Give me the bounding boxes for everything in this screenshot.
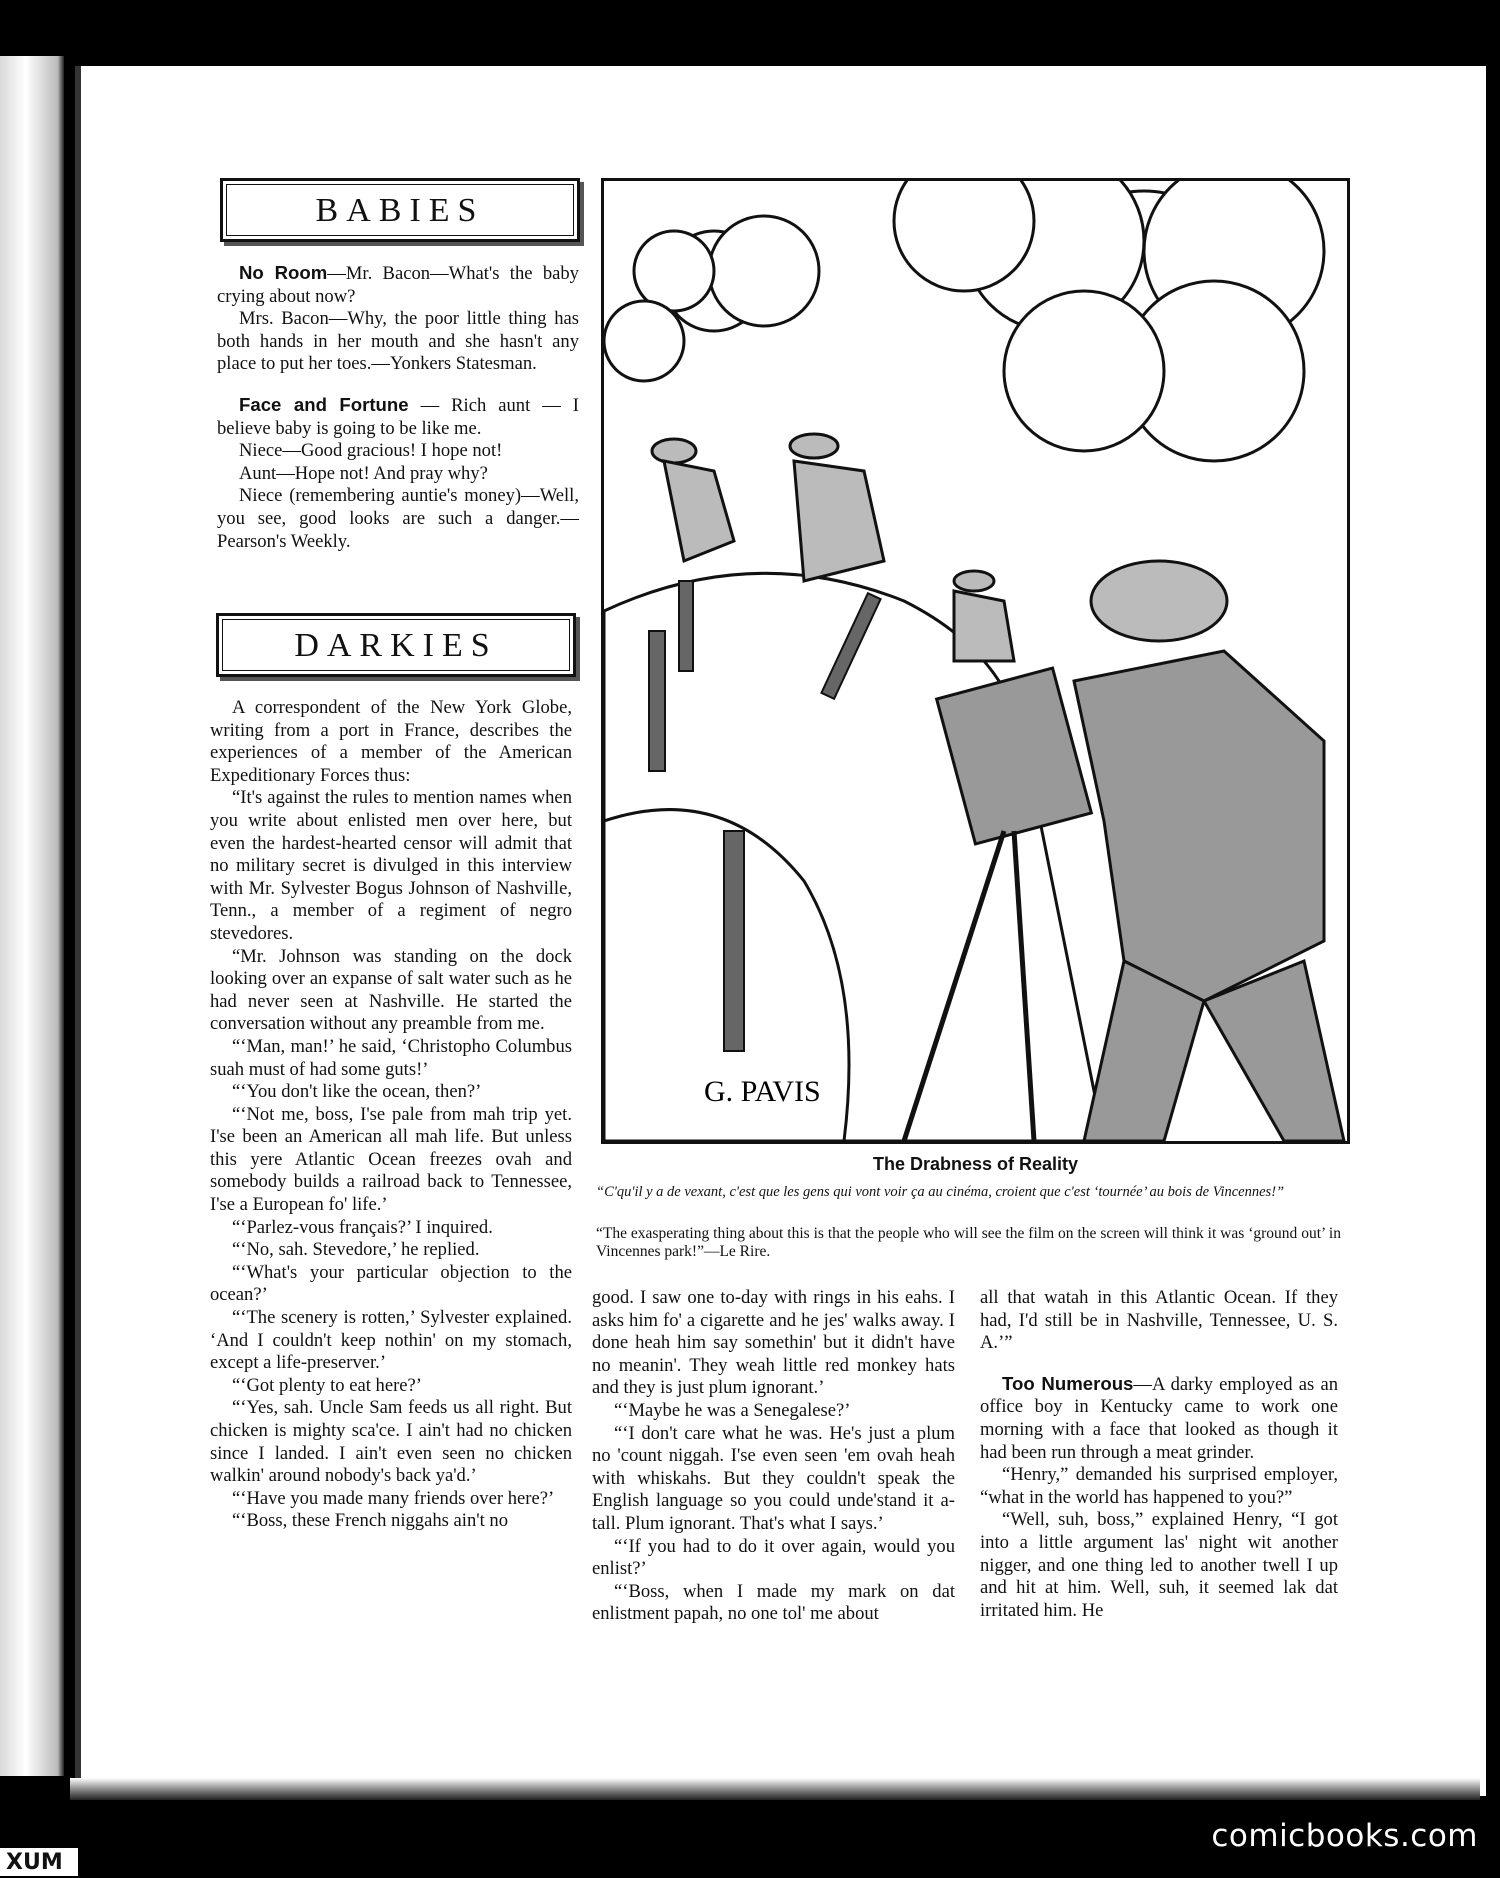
paragraph: “Mr. Johnson was standing on the dock looking over an expanse of salt water such as he had never seen at Nashville. He started the conversation without any preamble from me. bbox=[210, 945, 572, 1035]
face-fortune-line-2: Niece—Good gracious! I hope not! bbox=[239, 440, 503, 462]
paragraph: “‘The scenery is rotten,’ Sylvester explained. ‘And I couldn't keep nothin' on my stomach, except a life-preserver.’ bbox=[210, 1307, 572, 1374]
cartoon-caption-french: “C'qu'il y a de vexant, c'est que les gens qui vont voir ça au cinéma, croient que c'est ‘tournée’ au bois de Vincennes!” bbox=[596, 1184, 1285, 1200]
face-fortune-paragraph bbox=[217, 394, 579, 440]
face-fortune-line-4: Niece (remembering auntie's money)—Well, you see, good looks are such a danger.—Pearson's Weekly. bbox=[217, 485, 579, 552]
face-fortune-line-3: Aunt—Hope not! And pray why? bbox=[239, 462, 488, 484]
paragraph: good. I saw one to-day with rings in his eahs. I asks him fo' a cigarette and he jes' walks away. I done heah him say somethin' but it didn't have no meanin'. They weah little red monkey hats and they is just plum ignorant.’ bbox=[592, 1287, 955, 1399]
babies-heading bbox=[220, 178, 580, 242]
babies-column bbox=[217, 262, 579, 553]
paragraph: “‘Have you made many friends over here?’ bbox=[232, 1487, 555, 1509]
cartoon-drawing bbox=[604, 181, 1347, 1141]
no-room-line-1: —Mr. Bacon—What's the baby crying about now? bbox=[217, 263, 579, 307]
darkies-heading-text: DARKIES bbox=[294, 627, 498, 664]
paragraph: “Henry,” demanded his surprised employer, “what in the world has happened to you?” bbox=[980, 1464, 1338, 1508]
no-room-heading: No Room bbox=[239, 262, 328, 283]
darkies-column-3 bbox=[980, 1287, 1338, 1622]
no-room-paragraph bbox=[217, 262, 579, 308]
too-numerous-text: —A darky employed as an office boy in Kentucky came to work one morning with a face that looked as though it had been run through a meat grinder. bbox=[980, 1373, 1338, 1463]
paragraph: “It's against the rules to mention names when you write about enlisted men over here, but even the hardest-hearted censor will admit that no military secret is divulged in this interview with Mr. Sylvester Bogus Johnson of Nashville, Tenn., a member of a regiment of negro stevedores. bbox=[210, 787, 572, 944]
face-fortune-heading: Face and Fortune bbox=[239, 393, 409, 415]
paragraph: “‘Not me, boss, I'se pale from mah trip yet. I'se been an American all mah life. But unless this yere Atlantic Ocean freezes ovah and somebody builds a railroad back to Tennessee, I'se a European fo' life.’ bbox=[210, 1103, 572, 1216]
darkies-column-1 bbox=[210, 697, 572, 1533]
face-fortune-line-1: — Rich aunt — I believe baby is going to be like me. bbox=[217, 394, 579, 439]
corner-tag: XUM bbox=[0, 1848, 78, 1876]
paragraph: “‘What's your particular objection to the ocean?’ bbox=[210, 1261, 572, 1306]
paragraph: “‘Boss, these French niggahs ain't no bbox=[232, 1510, 509, 1532]
cartoon-illustration bbox=[601, 178, 1350, 1144]
site-watermark: comicbooks.com bbox=[1211, 1818, 1478, 1854]
paragraph: “‘You don't like the ocean, then?’ bbox=[232, 1081, 482, 1103]
paragraph: “‘I don't care what he was. He's just a plum no 'count niggah. I'se even seen 'em ovah heah with whiskahs. But they couldn't speak the English language so you could unde'stand it a-tall. Plum ignorant. That's what I says.’ bbox=[592, 1422, 955, 1534]
darkies-heading bbox=[216, 613, 576, 677]
paragraph: “‘Man, man!’ he said, ‘Christopho Columbus suah must of had some guts!’ bbox=[210, 1035, 572, 1080]
no-room-line-2: Mrs. Bacon—Why, the poor little thing has both hands in her mouth and she hasn't any place to put her toes.—Yonkers Statesman. bbox=[217, 308, 579, 375]
book-spine bbox=[0, 56, 64, 1776]
paragraph: “‘Yes, sah. Uncle Sam feeds us all right. But chicken is mighty sca'ce. I ain't had no chicken since I landed. I ain't even seen no chicken walkin' around nobody's back ya'd.’ bbox=[210, 1397, 572, 1487]
paragraph: “Well, suh, boss,” explained Henry, “I got into a little argument las' night wit another nigger, and one thing led to another twell I up and hit at him. Well, suh, it seemed lak dat irritated him. He bbox=[980, 1509, 1338, 1621]
paragraph: “‘If you had to do it over again, would you enlist?’ bbox=[592, 1535, 955, 1580]
too-numerous-heading: Too Numerous bbox=[1002, 1372, 1134, 1394]
paragraph: all that watah in this Atlantic Ocean. If they had, I'd still be in Nashville, Tennessee, U. S. A.’” bbox=[980, 1287, 1338, 1354]
darkies-column-2 bbox=[592, 1287, 955, 1626]
artist-signature: G. PAVIS bbox=[704, 1075, 821, 1108]
babies-heading-text: BABIES bbox=[315, 192, 485, 229]
paragraph: “‘Parlez-vous français?’ I inquired. bbox=[232, 1216, 493, 1238]
paragraph: A correspondent of the New York Globe, writing from a port in France, describes the experiences of a member of the American Expeditionary Forces thus: bbox=[210, 697, 572, 786]
too-numerous-paragraph bbox=[980, 1373, 1338, 1464]
page-edge-shadow bbox=[70, 1778, 1480, 1800]
cartoon-caption-english: “The exasperating thing about this is that the people who will see the film on the screen will think it was ‘ground out’ in Vincennes park!”—Le Rire. bbox=[596, 1225, 1341, 1260]
paragraph: “‘Maybe he was a Senegalese?’ bbox=[614, 1399, 851, 1421]
paragraph: “‘Boss, when I made my mark on dat enlistment papah, no one tol' me about bbox=[592, 1580, 955, 1625]
cartoon-title: The Drabness of Reality bbox=[872, 1154, 1079, 1174]
paragraph: “‘Got plenty to eat here?’ bbox=[232, 1374, 422, 1396]
paragraph: “‘No, sah. Stevedore,’ he replied. bbox=[232, 1239, 480, 1261]
